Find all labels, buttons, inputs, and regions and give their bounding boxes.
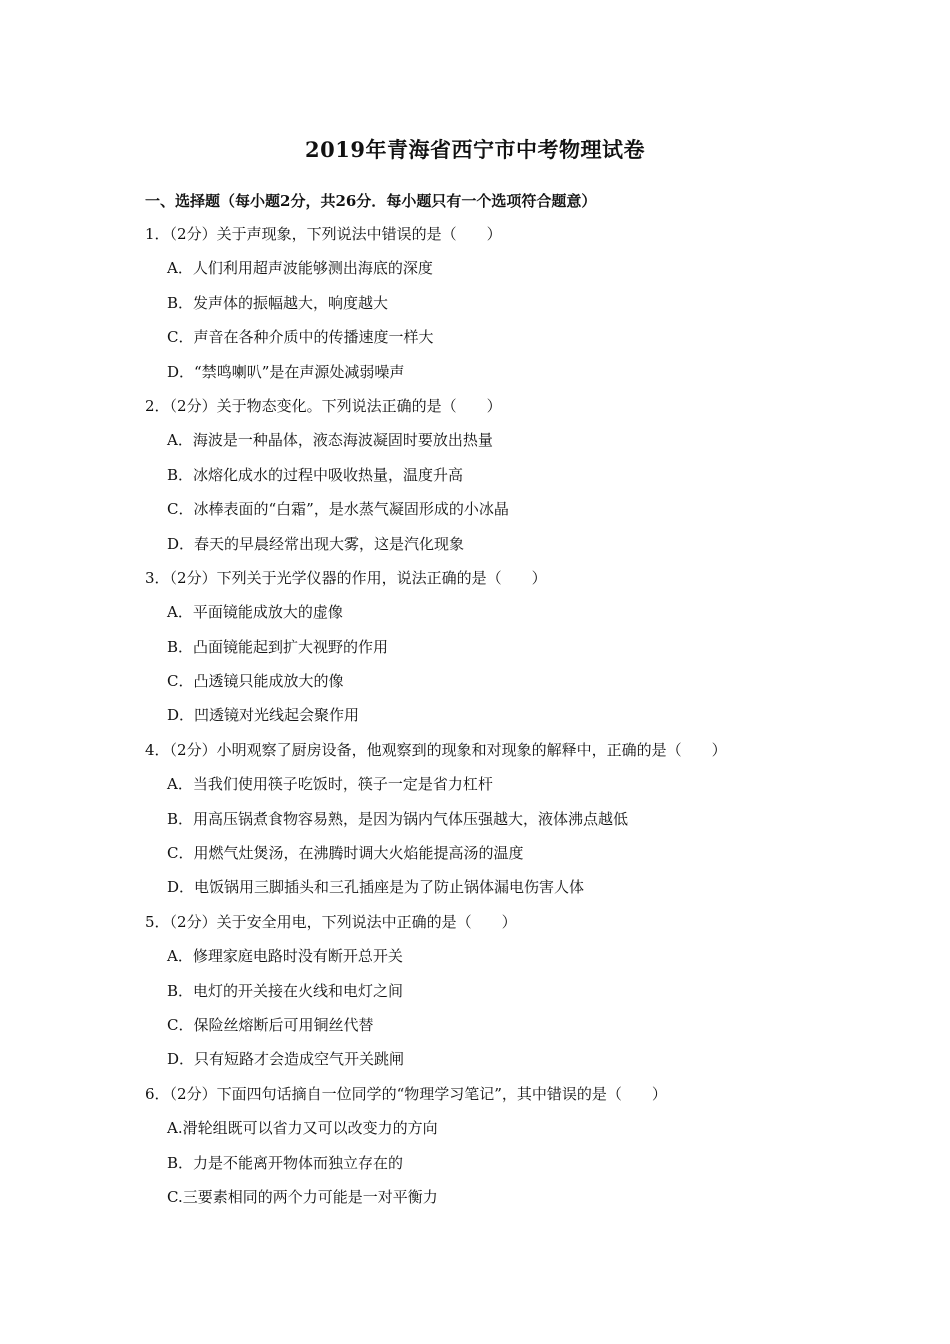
question-option: C．声音在各种介质中的传播速度一样大 — [167, 328, 434, 347]
question-option: D．只有短路才会造成空气开关跳闸 — [167, 1050, 405, 1069]
question-stem: 3．（2分）下列关于光学仪器的作用，说法正确的是（ ） — [145, 568, 547, 587]
question-stem: 2．（2分）关于物态变化。下列说法正确的是（ ） — [145, 396, 502, 415]
question-option: A．当我们使用筷子吃饭时，筷子一定是省力杠杆 — [167, 775, 493, 794]
question-option: A．修理家庭电路时没有断开总开关 — [167, 947, 403, 966]
question-option: C.三要素相同的两个力可能是一对平衡力 — [167, 1187, 438, 1206]
question-option: B．电灯的开关接在火线和电灯之间 — [167, 981, 404, 1000]
question-stem: 1．（2分）关于声现象，下列说法中错误的是（ ） — [145, 225, 502, 243]
exam-title: 2019年青海省西宁市中考物理试卷 — [305, 137, 645, 162]
question-option: C．用燃气灶煲汤，在沸腾时调大火焰能提高汤的温度 — [167, 844, 524, 863]
question-option: B．力是不能离开物体而独立存在的 — [167, 1153, 404, 1172]
question-option: D．电饭锅用三脚插头和三孔插座是为了防止锅体漏电伤害人体 — [167, 878, 585, 897]
question-option: B．发声体的振幅越大，响度越大 — [167, 293, 389, 312]
question-option: D．凹透镜对光线起会聚作用 — [167, 706, 360, 725]
question-option: A．人们利用超声波能够测出海底的深度 — [167, 259, 433, 278]
question-option: C．保险丝熔断后可用铜丝代替 — [167, 1015, 374, 1034]
question-option: D．春天的早晨经常出现大雾，这是汽化现象 — [167, 534, 465, 553]
question-option: D．“禁鸣喇叭”是在声源处减弱噪声 — [167, 362, 405, 381]
question-option: A．海波是一种晶体，液态海波凝固时要放出热量 — [167, 431, 493, 450]
question-option: A．平面镜能成放大的虚像 — [167, 603, 343, 622]
question-stem: 5．（2分）关于安全用电，下列说法中正确的是（ ） — [145, 912, 517, 931]
question-stem: 6．（2分）下面四句话摘自一位同学的“物理学习笔记”，其中错误的是（ ） — [145, 1084, 667, 1103]
question-list — [145, 220, 845, 1217]
section-heading: 一、选择题（每小题2分，共26分．每小题只有一个选项符合题意） — [145, 192, 597, 210]
question-option: B．用高压锅煮食物容易熟，是因为锅内气体压强越大，液体沸点越低 — [167, 809, 629, 828]
question-option: C．冰棒表面的“白霜”，是水蒸气凝固形成的小冰晶 — [167, 500, 509, 519]
question-option: C．凸透镜只能成放大的像 — [167, 672, 344, 691]
question-option: B．冰熔化成水的过程中吸收热量，温度升高 — [167, 465, 464, 484]
question-stem: 4．（2分）小明观察了厨房设备，他观察到的现象和对现象的解释中，正确的是（ ） — [145, 740, 727, 759]
question-option: A.滑轮组既可以省力又可以改变力的方向 — [167, 1119, 438, 1138]
question-option: B．凸面镜能起到扩大视野的作用 — [167, 637, 389, 656]
